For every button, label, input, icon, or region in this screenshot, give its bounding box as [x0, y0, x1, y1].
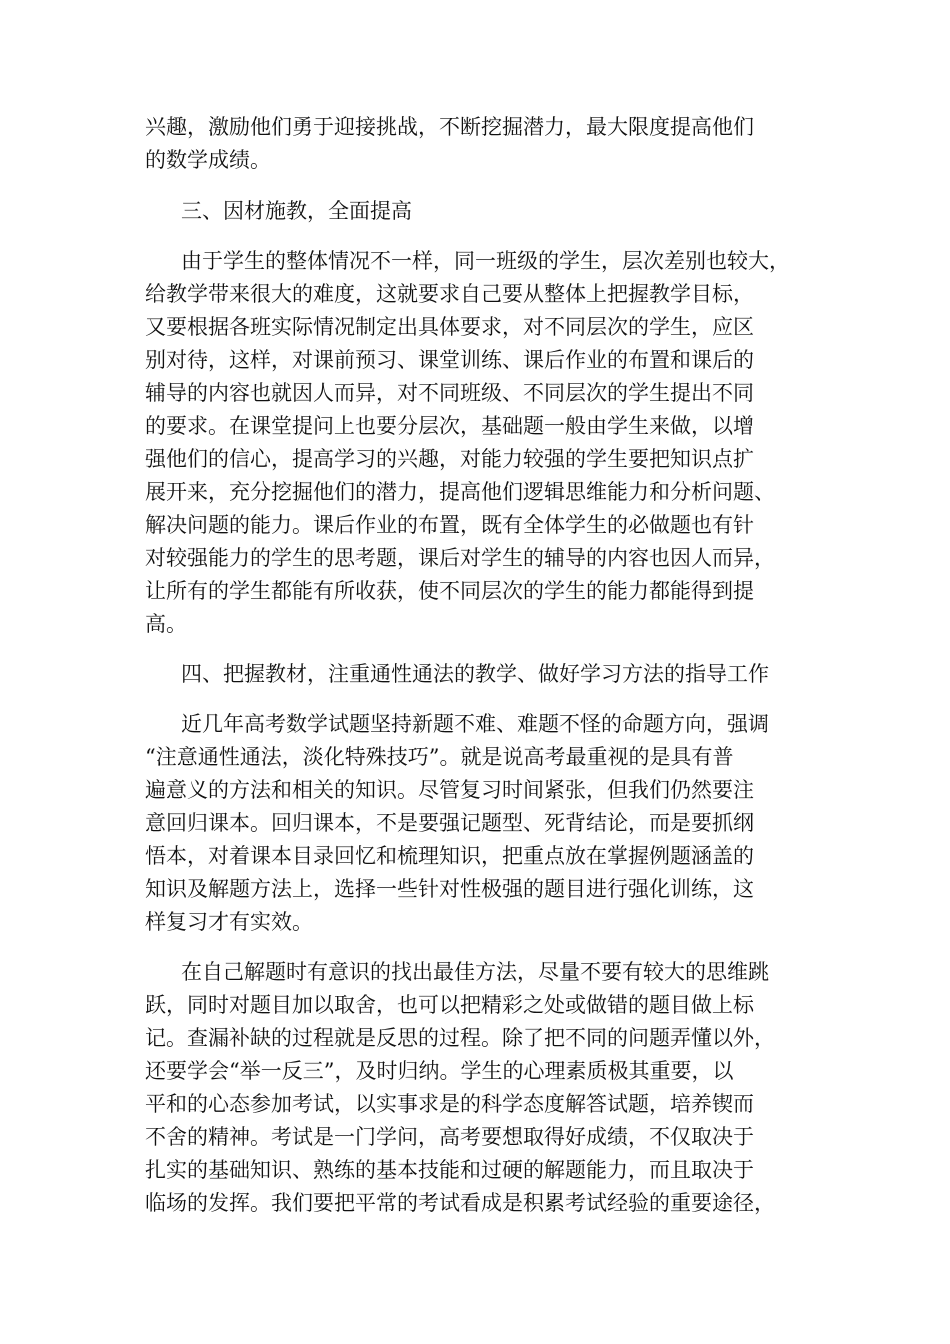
text-line: 平和的心态参加考试，以实事求是的科学态度解答试题，培养锲而 — [145, 1092, 754, 1116]
section-heading: 三、因材施教，全面提高 — [181, 199, 412, 223]
text-line: 由于学生的整体情况不一样，同一班级的学生，层次差别也较大， — [181, 249, 790, 273]
text-line: 的要求。在课堂提问上也要分层次，基础题一般由学生来做，以增 — [145, 414, 754, 438]
text-line: 对较强能力的学生的思考题，课后对学生的辅导的内容也因人而异， — [145, 546, 775, 570]
text-line: 在自己解题时有意识的找出最佳方法，尽量不要有较大的思维跳 — [181, 960, 769, 984]
text-line: 别对待，这样，对课前预习、课堂训练、课后作业的布置和课后的 — [145, 348, 754, 372]
text-line: 样复习才有实效。 — [145, 910, 313, 934]
text-line: 临场的发挥。我们要把平常的考试看成是积累考试经验的重要途径， — [145, 1191, 775, 1215]
text-line: 遍意义的方法和相关的知识。尽管复习时间紧张，但我们仍然要注 — [145, 778, 754, 802]
text-line: 知识及解题方法上，选择一些针对性极强的题目进行强化训练，这 — [145, 877, 754, 901]
text-line: 让所有的学生都能有所收获，使不同层次的学生的能力都能得到提 — [145, 579, 754, 603]
text-line: 跃，同时对题目加以取舍，也可以把精彩之处或做错的题目做上标 — [145, 993, 754, 1017]
text-line: 近几年高考数学试题坚持新题不难、难题不怪的命题方向，强调 — [181, 712, 769, 736]
text-line: 扎实的基础知识、熟练的基本技能和过硬的解题能力，而且取决于 — [145, 1158, 754, 1182]
text-line: 兴趣，激励他们勇于迎接挑战，不断挖掘潜力，最大限度提高他们 — [145, 115, 754, 139]
section-heading: 四、把握教材，注重通性通法的教学、做好学习方法的指导工作 — [181, 662, 769, 686]
text-line: 悟本，对着课本目录回忆和梳理知识，把重点放在掌握例题涵盖的 — [145, 844, 754, 868]
text-line: 强他们的信心，提高学习的兴趣，对能力较强的学生要把知识点扩 — [145, 447, 754, 471]
text-line: 给教学带来很大的难度，这就要求自己要从整体上把握教学目标， — [145, 282, 754, 306]
text-line: 记。查漏补缺的过程就是反思的过程。除了把不同的问题弄懂以外， — [145, 1026, 775, 1050]
text-line: 不舍的精神。考试是一门学问，高考要想取得好成绩，不仅取决于 — [145, 1125, 754, 1149]
text-line: 高。 — [145, 612, 187, 636]
text-line: 又要根据各班实际情况制定出具体要求，对不同层次的学生，应区 — [145, 315, 754, 339]
text-line: 还要学会“举一反三”，及时归纳。学生的心理素质极其重要，以 — [145, 1059, 734, 1083]
text-line: “注意通性通法，淡化特殊技巧”。就是说高考最重视的是具有普 — [145, 745, 734, 769]
text-line: 解决问题的能力。课后作业的布置，既有全体学生的必做题也有针 — [145, 513, 754, 537]
text-line: 辅导的内容也就因人而异，对不同班级、不同层次的学生提出不同 — [145, 381, 754, 405]
text-line: 意回归课本。回归课本，不是要强记题型、死背结论，而是要抓纲 — [145, 811, 754, 835]
text-line: 的数学成绩。 — [145, 148, 271, 172]
text-line: 展开来，充分挖掘他们的潜力，提高他们逻辑思维能力和分析问题、 — [145, 480, 775, 504]
